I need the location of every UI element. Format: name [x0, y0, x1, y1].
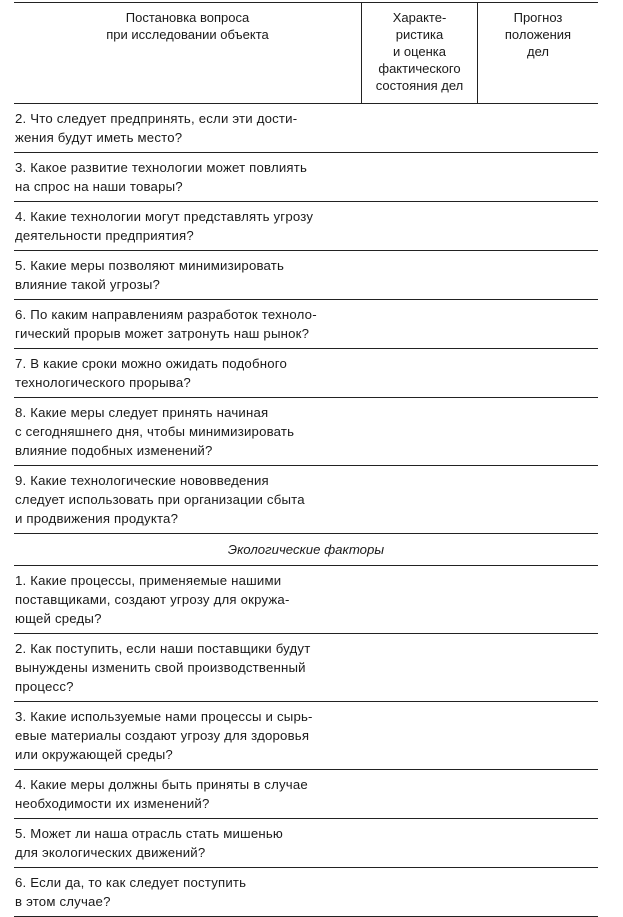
question-text: 2. Что следует предпринять, если эти дости- [15, 111, 298, 126]
table-row [14, 702, 598, 770]
header-text: при исследовании объекта [106, 27, 269, 42]
question-text: для экологических движений? [15, 845, 206, 860]
table-row [14, 104, 598, 153]
question-text: 4. Какие технологии могут представлять угрозу [15, 209, 314, 224]
question-text: 5. Может ли наша отрасль стать мишенью [15, 826, 283, 841]
question-text: вынуждены изменить свой производственный [15, 660, 306, 675]
question-text: и продвижения продукта? [15, 511, 179, 526]
table-row [14, 466, 598, 534]
header-question-column [14, 3, 362, 103]
table-row [14, 153, 598, 202]
header-text: состояния дел [375, 78, 464, 93]
question-text: следует использовать при организации сбыта [15, 492, 305, 507]
table-row [14, 819, 598, 868]
table-header [14, 2, 598, 104]
question-text: технологического прорыва? [15, 375, 191, 390]
question-text: ющей среды? [15, 611, 102, 626]
ecology-questions [14, 566, 598, 917]
table-row [14, 202, 598, 251]
question-text: 7. В какие сроки можно ожидать подобного [15, 356, 287, 371]
question-text: деятельности предприятия? [15, 228, 194, 243]
table-row [14, 770, 598, 819]
header-text: Характе- [392, 10, 447, 25]
table-row [14, 868, 598, 917]
technology-questions [14, 104, 598, 534]
question-text: 1. Какие процессы, применяемые нашими [15, 573, 282, 588]
question-text: жения будут иметь место? [15, 130, 183, 145]
header-text: дел [527, 44, 549, 59]
header-text: фактического [378, 61, 461, 76]
question-text: 6. По каким направлениям разработок техноло- [15, 307, 317, 322]
question-text: 8. Какие меры следует принять начиная [15, 405, 269, 420]
header-text: ристика [395, 27, 444, 42]
header-forecast-column [478, 3, 598, 103]
question-text: или окружающей среды? [15, 747, 173, 762]
table-row [14, 398, 598, 466]
question-text: 5. Какие меры позволяют минимизировать [15, 258, 285, 273]
section-heading-ecology: Экологические факторы [14, 534, 598, 566]
question-text: поставщиками, создают угрозу для окружа- [15, 592, 290, 607]
question-text: 2. Как поступить, если наши поставщики будут [15, 641, 311, 656]
header-assessment-column [362, 3, 478, 103]
table-row [14, 566, 598, 634]
question-text: с сегодняшнего дня, чтобы минимизировать [15, 424, 295, 439]
question-text: влияние подобных изменений? [15, 443, 213, 458]
header-text: Постановка вопроса [125, 10, 250, 25]
table-row [14, 349, 598, 398]
question-text: необходимости их изменений? [15, 796, 210, 811]
question-text: евые материалы создают угрозу для здоровья [15, 728, 310, 743]
question-text: 3. Какие используемые нами процессы и сырь- [15, 709, 313, 724]
table-row [14, 251, 598, 300]
question-text: процесс? [15, 679, 74, 694]
question-text: влияние такой угрозы? [15, 277, 161, 292]
header-text: Прогноз [513, 10, 563, 25]
question-text: 6. Если да, то как следует поступить [15, 875, 247, 890]
header-text: положения [504, 27, 572, 42]
question-text: в этом случае? [15, 894, 111, 909]
questions-table [14, 2, 598, 917]
table-row [14, 300, 598, 349]
question-text: гический прорыв может затронуть наш рынок? [15, 326, 310, 341]
question-text: 9. Какие технологические нововведения [15, 473, 269, 488]
question-text: 4. Какие меры должны быть приняты в случае [15, 777, 308, 792]
table-row [14, 634, 598, 702]
question-text: 3. Какое развитие технологии может повлиять [15, 160, 308, 175]
header-text: и оценка [392, 44, 446, 59]
question-text: на спрос на наши товары? [15, 179, 183, 194]
